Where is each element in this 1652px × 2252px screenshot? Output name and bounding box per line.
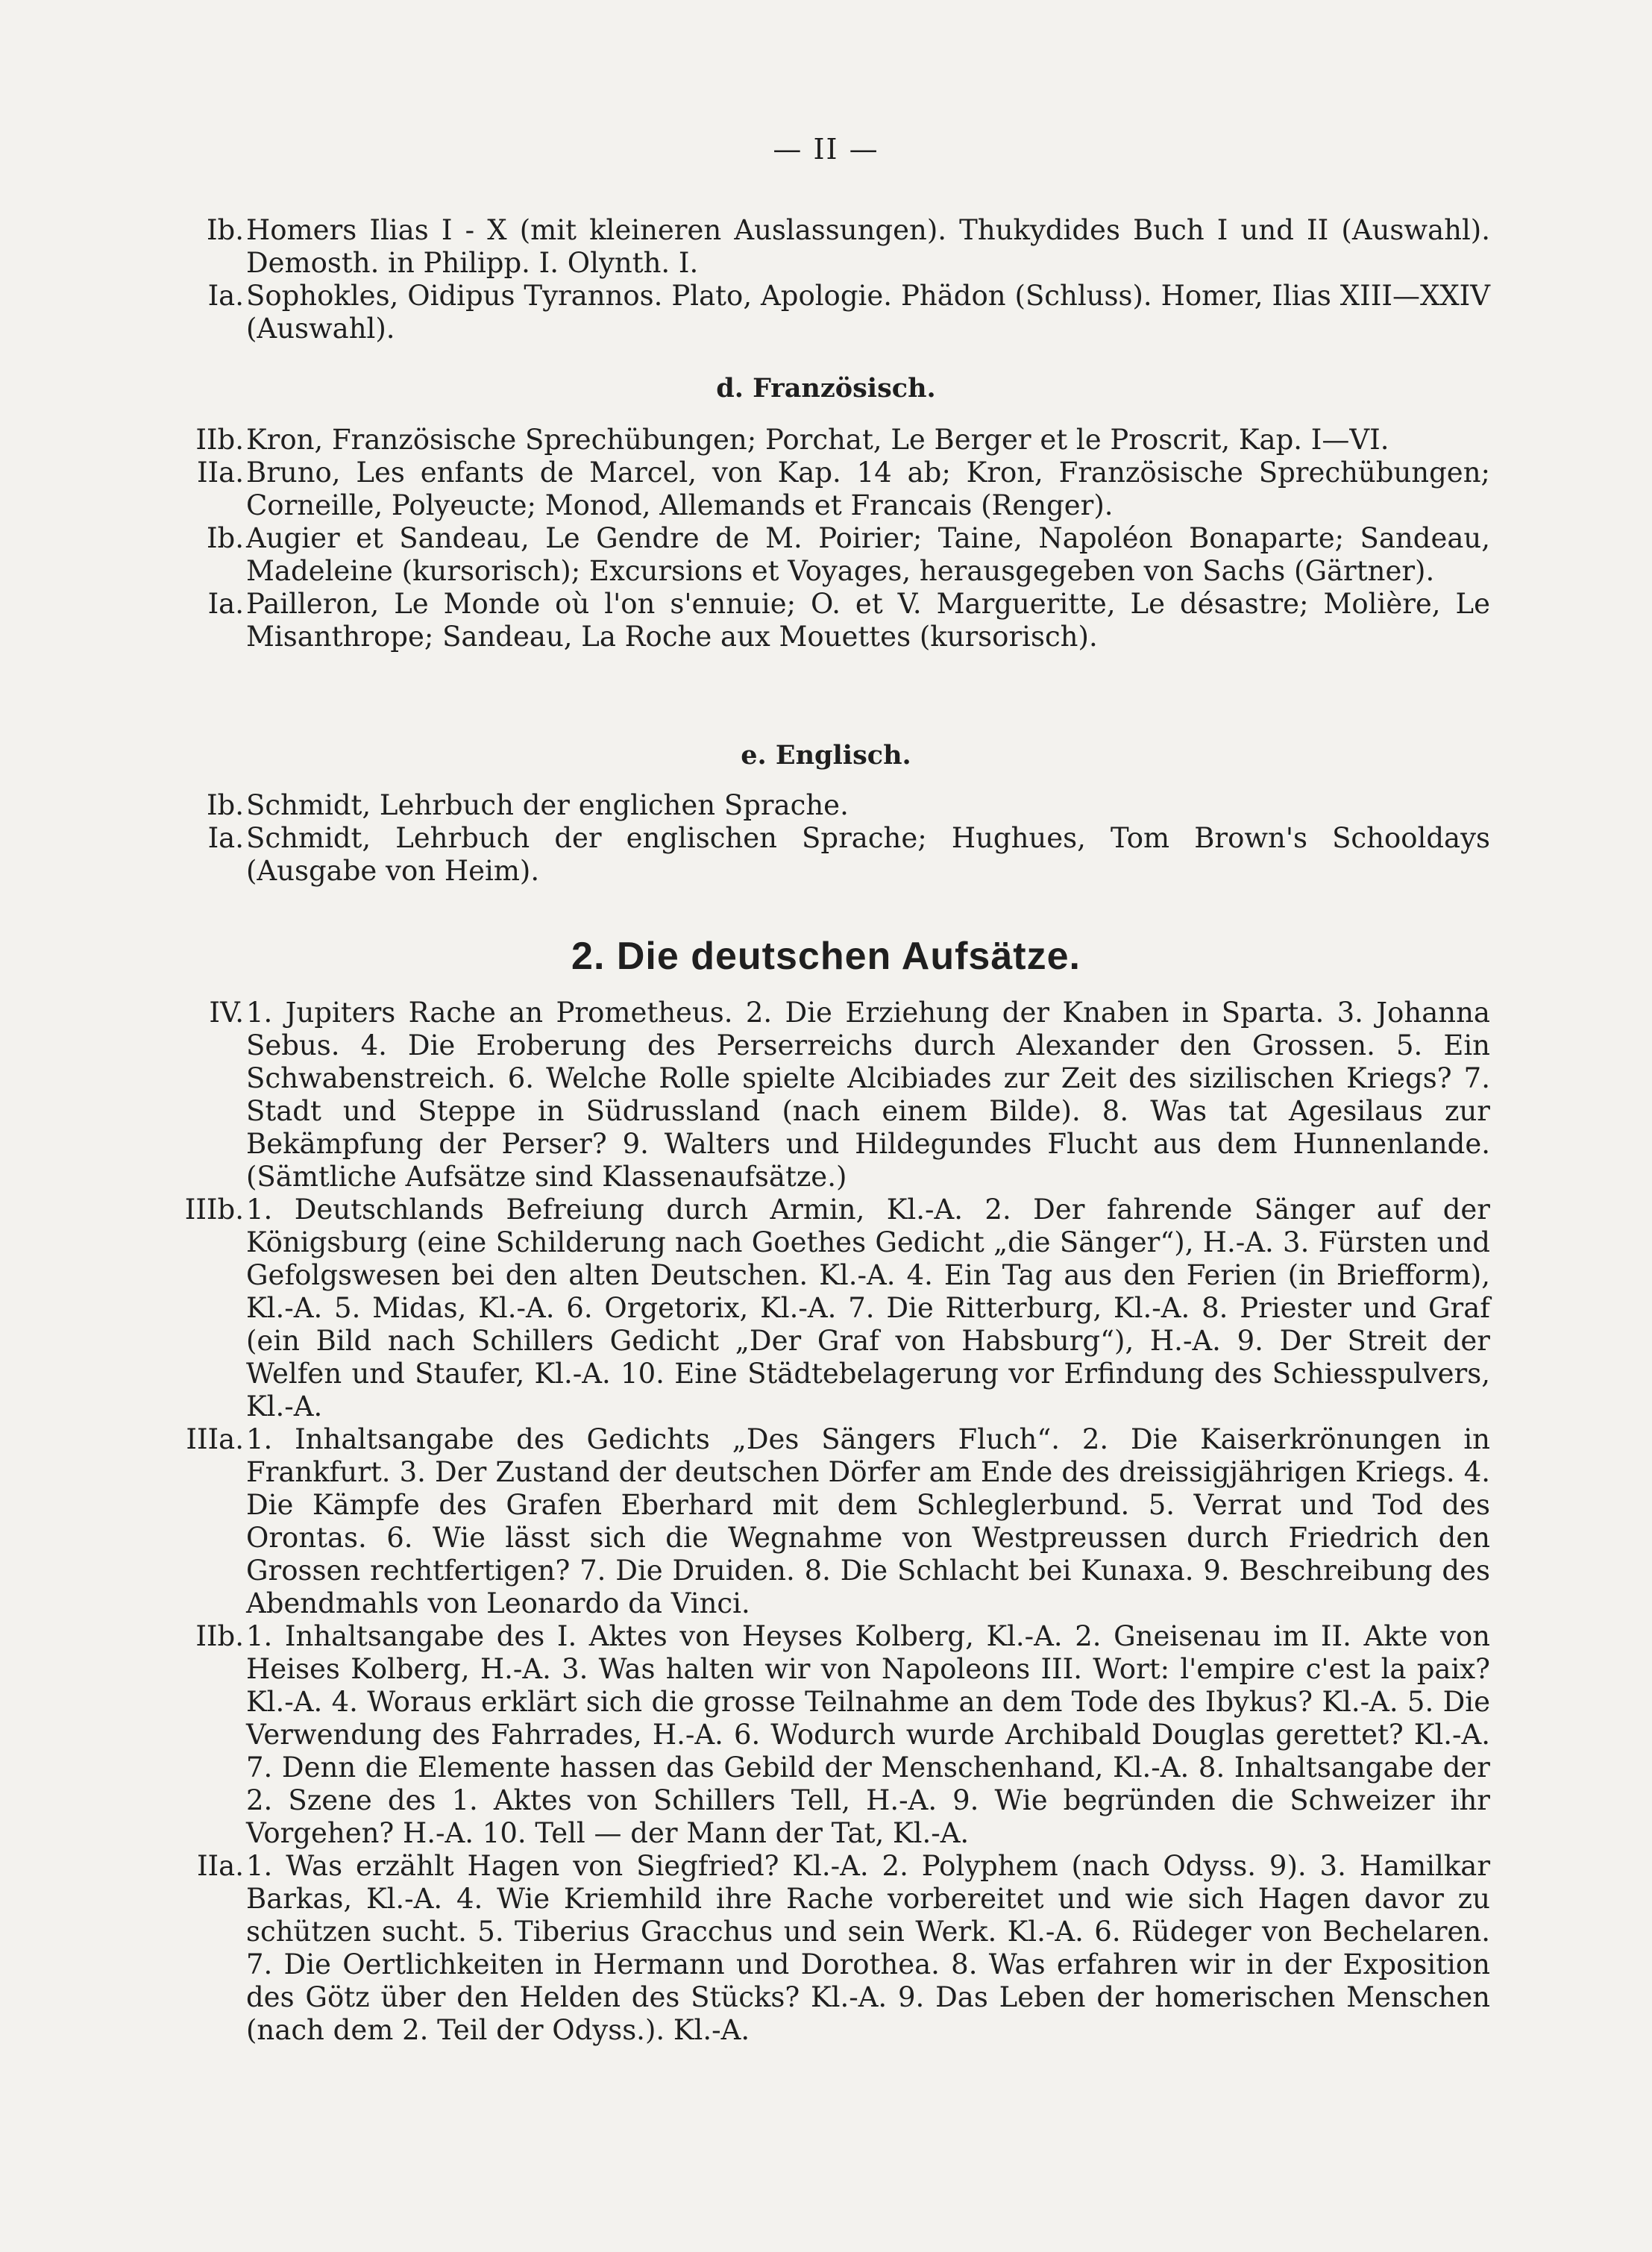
reading-text: Augier et Sandeau, Le Gendre de M. Poirier; Taine, Napoléon Bonaparte; Sandeau, Madeleine (kursorisch); Excursions et Voyages, herausgegeben von Sachs (Gärtner).	[246, 522, 1490, 587]
reading-entry	[0, 588, 1652, 653]
class-label: IIb.	[195, 1620, 244, 1652]
french-reading-list	[0, 424, 1652, 653]
reading-text: Schmidt, Lehrbuch der englischen Sprache; Hughues, Tom Brown's Schooldays (Ausgabe von Heim).	[246, 822, 1490, 887]
reading-text: Kron, Französische Sprechübungen; Porchat, Le Berger et le Proscrit, Kap. I—VI.	[246, 424, 1389, 456]
essay-topics: 1. Inhaltsangabe des I. Aktes von Heyses Kolberg, Kl.-A. 2. Gneisenau im II. Akte von Heises Kolberg, H.-A. 3. Was halten wir von Napoleons III. Wort: l'empire c'est la paix? Kl.-A. 4. Woraus erklärt sich die grosse Teilnahme an dem Tode des Ibykus? Kl.-A. 5. Die Verwendung des Fahrrades, H.-A. 6. Wodurch wurde Archibald Douglas gerettet? Kl.-A. 7. Denn die Elemente hassen das Gebild der Menschenhand, Kl.-A. 8. Inhaltsangabe der 2. Szene des 1. Aktes von Schillers Tell, H.-A. 9. Wie begründen die Schweizer ihr Vorgehen? H.-A. 10. Tell — der Mann der Tat, Kl.-A.	[246, 1620, 1490, 1849]
english-reading-list	[0, 789, 1652, 888]
reading-text: Sophokles, Oidipus Tyrannos. Plato, Apologie. Phädon (Schluss). Homer, Ilias XIII—XXIV (Auswahl).	[246, 280, 1490, 345]
reading-text: Homers Ilias I - X (mit kleineren Auslassungen). Thukydides Buch I und II (Auswahl). Demosth. in Philipp. I. Olynth. I.	[246, 214, 1490, 279]
english-heading: e. Englisch.	[741, 740, 911, 771]
essay-entry	[0, 1850, 1652, 2047]
class-label: IIb.	[195, 424, 244, 456]
reading-entry	[0, 789, 1652, 822]
essay-topics: 1. Was erzählt Hagen von Siegfried? Kl.-A. 2. Polyphem (nach Odyss. 9). 3. Hamilkar Barkas, Kl.-A. 4. Wie Kriemhild ihre Rache vorbereitet und wie sich Hagen davor zu schützen sucht. 5. Tiberius Gracchus und sein Werk. Kl.-A. 6. Rüdeger von Bechelaren. 7. Die Oertlichkeiten in Hermann und Dorothea. 8. Was erfahren wir in der Exposition des Götz über den Helden des Stücks? Kl.-A. 9. Das Leben der homerischen Menschen (nach dem 2. Teil der Odyss.). Kl.-A.	[246, 1850, 1490, 2046]
essays-heading: 2. Die deutschen Aufsätze.	[571, 935, 1081, 978]
reading-text: Pailleron, Le Monde où l'on s'ennuie; O. et V. Margueritte, Le désastre; Molière, Le Misanthrope; Sandeau, La Roche aux Mouettes (kursorisch).	[246, 588, 1490, 653]
class-label: Ia.	[207, 280, 244, 312]
essay-entry	[0, 1194, 1652, 1423]
class-label: Ia.	[207, 822, 244, 854]
essay-topics: 1. Inhaltsangabe des Gedichts „Des Sängers Fluch“. 2. Die Kaiserkrönungen in Frankfurt. 3. Der Zustand der deutschen Dörfer am Ende des dreissigjährigen Kriegs. 4. Die Kämpfe des Grafen Eberhard mit dem Schleglerbund. 5. Verrat und Tod des Orontas. 6. Wie lässt sich die Wegnahme von Westpreussen durch Friedrich den Grossen rechtfertigen? 7. Die Druiden. 8. Die Schlacht bei Kunaxa. 9. Beschreibung des Abendmahls von Leonardo da Vinci.	[246, 1423, 1490, 1619]
reading-text: Bruno, Les enfants de Marcel, von Kap. 14 ab; Kron, Französische Sprechübungen; Corneille, Polyeucte; Monod, Allemands et Francais (Renger).	[246, 457, 1490, 521]
essay-topics: 1. Jupiters Rache an Prometheus. 2. Die Erziehung der Knaben in Sparta. 3. Johanna Sebus. 4. Die Eroberung des Perserreichs durch Alexander den Grossen. 5. Ein Schwabenstreich. 6. Welche Rolle spielte Alcibiades zur Zeit des sizilischen Kriegs? 7. Stadt und Steppe in Südrussland (nach einem Bilde). 8. Was tat Agesilaus zur Bekämpfung der Perser? 9. Walters und Hildegundes Flucht aus dem Hunnenlande. (Sämtliche Aufsätze sind Klassenaufsätze.)	[246, 997, 1490, 1193]
class-label: Ib.	[206, 789, 244, 821]
essay-entry	[0, 1423, 1652, 1620]
page-number: — II —	[773, 133, 879, 166]
greek-reading-list	[0, 214, 1652, 345]
class-label: IIa.	[196, 1850, 244, 1882]
reading-entry	[0, 822, 1652, 888]
essay-topics: 1. Deutschlands Befreiung durch Armin, Kl.-A. 2. Der fahrende Sänger auf der Königsburg (eine Schilderung nach Goethes Gedicht „die Sänger“), H.-A. 3. Fürsten und Gefolgswesen bei den alten Deutschen. Kl.-A. 4. Ein Tag aus den Ferien (in Briefform), Kl.-A. 5. Midas, Kl.-A. 6. Orgetorix, Kl.-A. 7. Die Ritterburg, Kl.-A. 8. Priester und Graf (ein Bild nach Schillers Gedicht „Der Graf von Habsburg“), H.-A. 9. Der Streit der Welfen und Staufer, Kl.-A. 10. Eine Städtebelagerung vor Erfindung des Schiesspulvers, Kl.-A.	[246, 1194, 1490, 1423]
reading-entry	[0, 280, 1652, 345]
essays-list	[0, 997, 1652, 2047]
class-label: IIa.	[196, 457, 244, 489]
reading-entry	[0, 457, 1652, 522]
reading-entry	[0, 214, 1652, 280]
reading-entry	[0, 424, 1652, 457]
essay-entry	[0, 997, 1652, 1194]
class-label: Ia.	[207, 588, 244, 620]
class-label: IV.	[209, 997, 244, 1029]
class-label: IIIa.	[186, 1423, 244, 1455]
class-label: IIIb.	[184, 1194, 244, 1226]
class-label: Ib.	[206, 522, 244, 554]
essay-entry	[0, 1620, 1652, 1850]
french-heading: d. Französisch.	[716, 373, 936, 404]
class-label: Ib.	[206, 214, 244, 246]
reading-entry	[0, 522, 1652, 588]
reading-text: Schmidt, Lehrbuch der englichen Sprache.	[246, 789, 849, 821]
